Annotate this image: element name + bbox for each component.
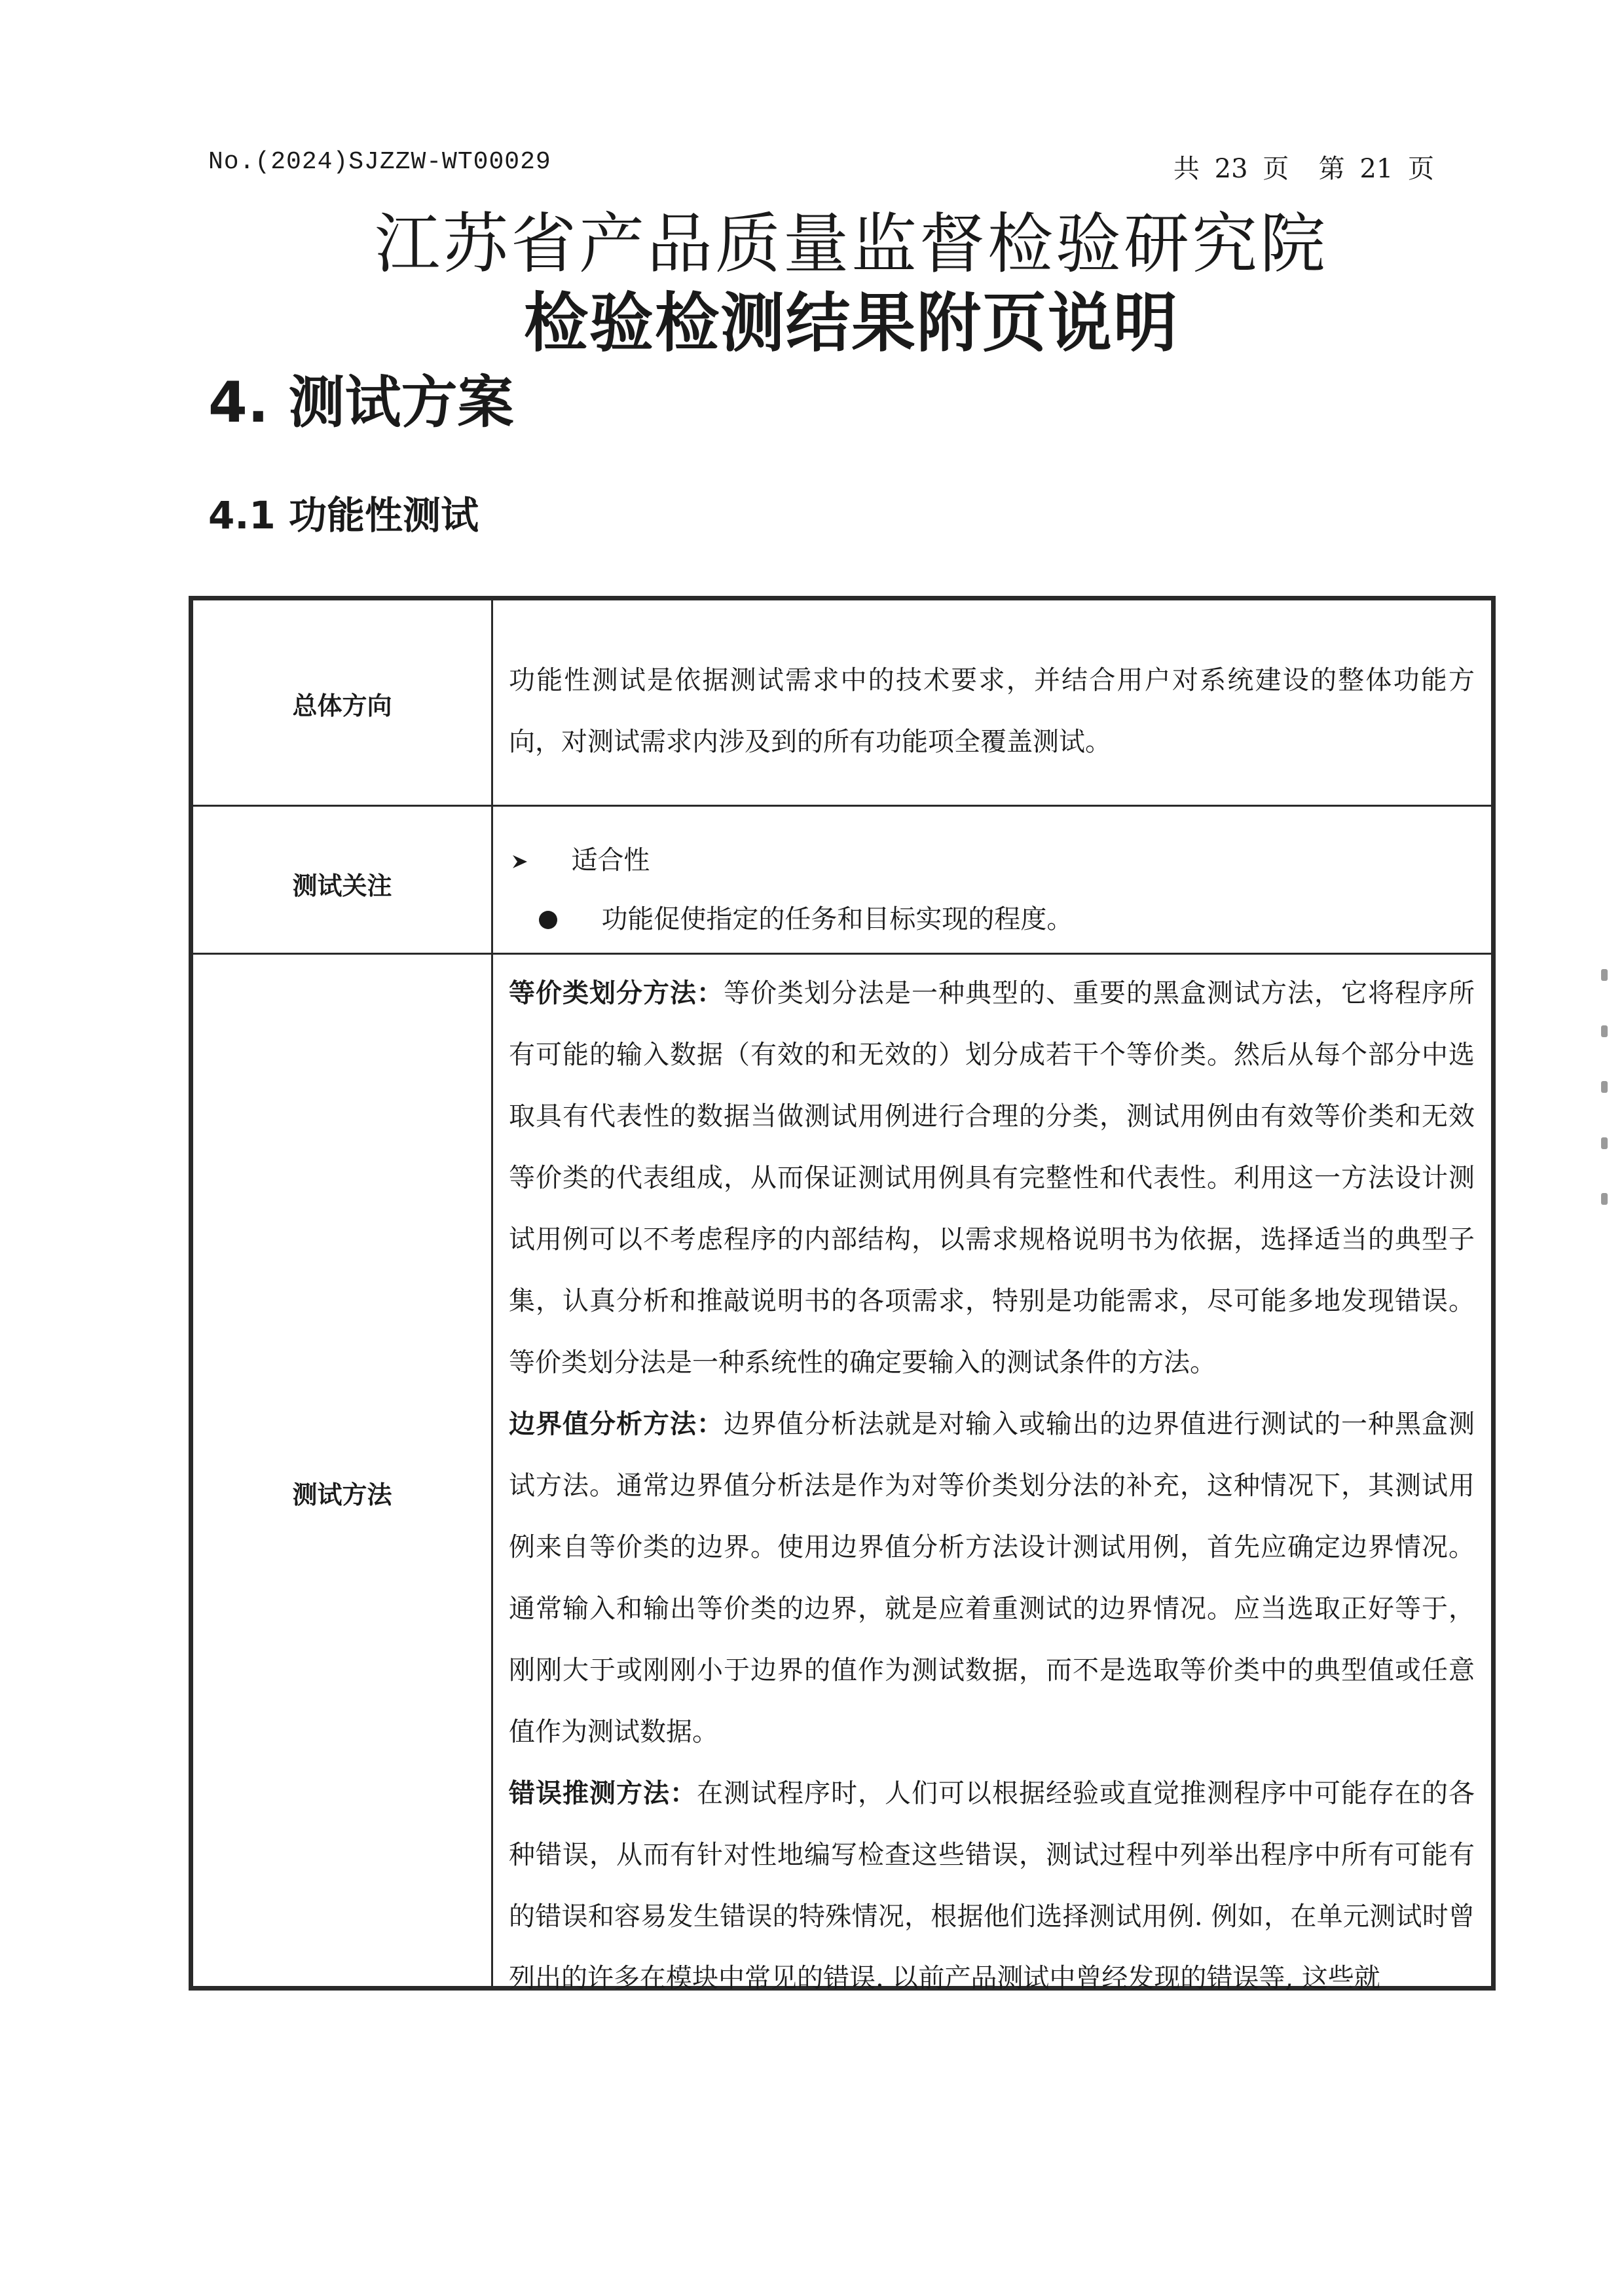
overall-direction-paragraph: 功能性测试是依据测试需求中的技术要求，并结合用户对系统建设的整体功能方向，对测试需求内涉及到的所有功能项全覆盖测试。 (509, 665, 1475, 757)
section-heading: 4. 测试方案 (208, 370, 514, 435)
row-label-test-focus: 测试关注 (292, 872, 392, 900)
error-guessing-label: 错误推测方法： (509, 1778, 697, 1808)
overall-direction-text (509, 650, 1475, 773)
focus-item-label: 适合性 (571, 845, 650, 875)
column-divider (491, 600, 493, 1986)
test-plan-table (189, 596, 1496, 1991)
focus-item (509, 839, 650, 877)
row-divider (193, 805, 1491, 807)
arrowhead-icon (511, 853, 528, 870)
row-label-test-methods: 测试方法 (292, 1480, 392, 1509)
error-guessing-text: 在测试程序时，人们可以根据经验或直觉推测程序中可能存在的各种错误，从而有针对性地编写检查这些错误，测试过程中列举出程序中所有可能有的错误和容易发生错误的特殊情况，根据他们选择测试用例. 例如，在单元测试时曾列出的许多在模块中常见的错误. 以前产品测试中曾经发现的错误等, 这些就 (509, 1778, 1475, 1993)
boundary-value-label: 边界值分析方法： (509, 1409, 724, 1439)
bullet-dot-icon (539, 911, 557, 929)
focus-bullet-text: 功能促使指定的任务和目标实现的程度。 (601, 904, 1073, 934)
equivalence-partition-label: 等价类划分方法： (509, 978, 724, 1008)
equivalence-partition-text: 等价类划分法是一种典型的、重要的黑盒测试方法，它将程序所有可能的输入数据（有效的和无效的）划分成若干个等价类。然后从每个部分中选取具有代表性的数据当做测试用例进行合理的分类，测试用例由有效等价类和无效等价类的代表组成，从而保证测试用例具有完整性和代表性。利用这一方法设计测试用例可以不考虑程序的内部结构，以需求规格说明书为依据，选择适当的典型子集，认真分析和推敲说明书的各项需求，特别是功能需求，尽可能多地发现错误。等价类划分法是一种系统性的确定要输入的测试条件的方法。 (509, 978, 1475, 1378)
row-divider (193, 953, 1491, 955)
error-guessing-paragraph (509, 1763, 1475, 2009)
page-info: 共 23 页 第 21 页 (1173, 154, 1434, 184)
test-methods-text (509, 963, 1475, 2009)
seal-edge-mark (1601, 969, 1610, 1205)
organization-title: 江苏省产品质量监督检验研究院 (375, 206, 1328, 282)
boundary-value-paragraph (509, 1393, 1475, 1763)
equivalence-partition-paragraph (509, 963, 1475, 1393)
row-label-overall-direction: 总体方向 (292, 691, 392, 720)
subsection-heading: 4.1 功能性测试 (208, 493, 479, 538)
document-number: No.(2024)SJZZW-WT00029 (208, 148, 551, 176)
document-title: 检验检测结果附页说明 (523, 286, 1179, 361)
focus-bullet (539, 898, 1073, 936)
boundary-value-text: 边界值分析法就是对输入或输出的边界值进行测试的一种黑盒测试方法。通常边界值分析法是作为对等价类划分法的补充，这种情况下，其测试用例来自等价类的边界。使用边界值分析方法设计测试用例，首先应确定边界情况。通常输入和输出等价类的边界，就是应着重测试的边界情况。应当选取正好等于，刚刚大于或刚刚小于边界的值作为测试数据，而不是选取等价类中的典型值或任意值作为测试数据。 (509, 1409, 1475, 1747)
